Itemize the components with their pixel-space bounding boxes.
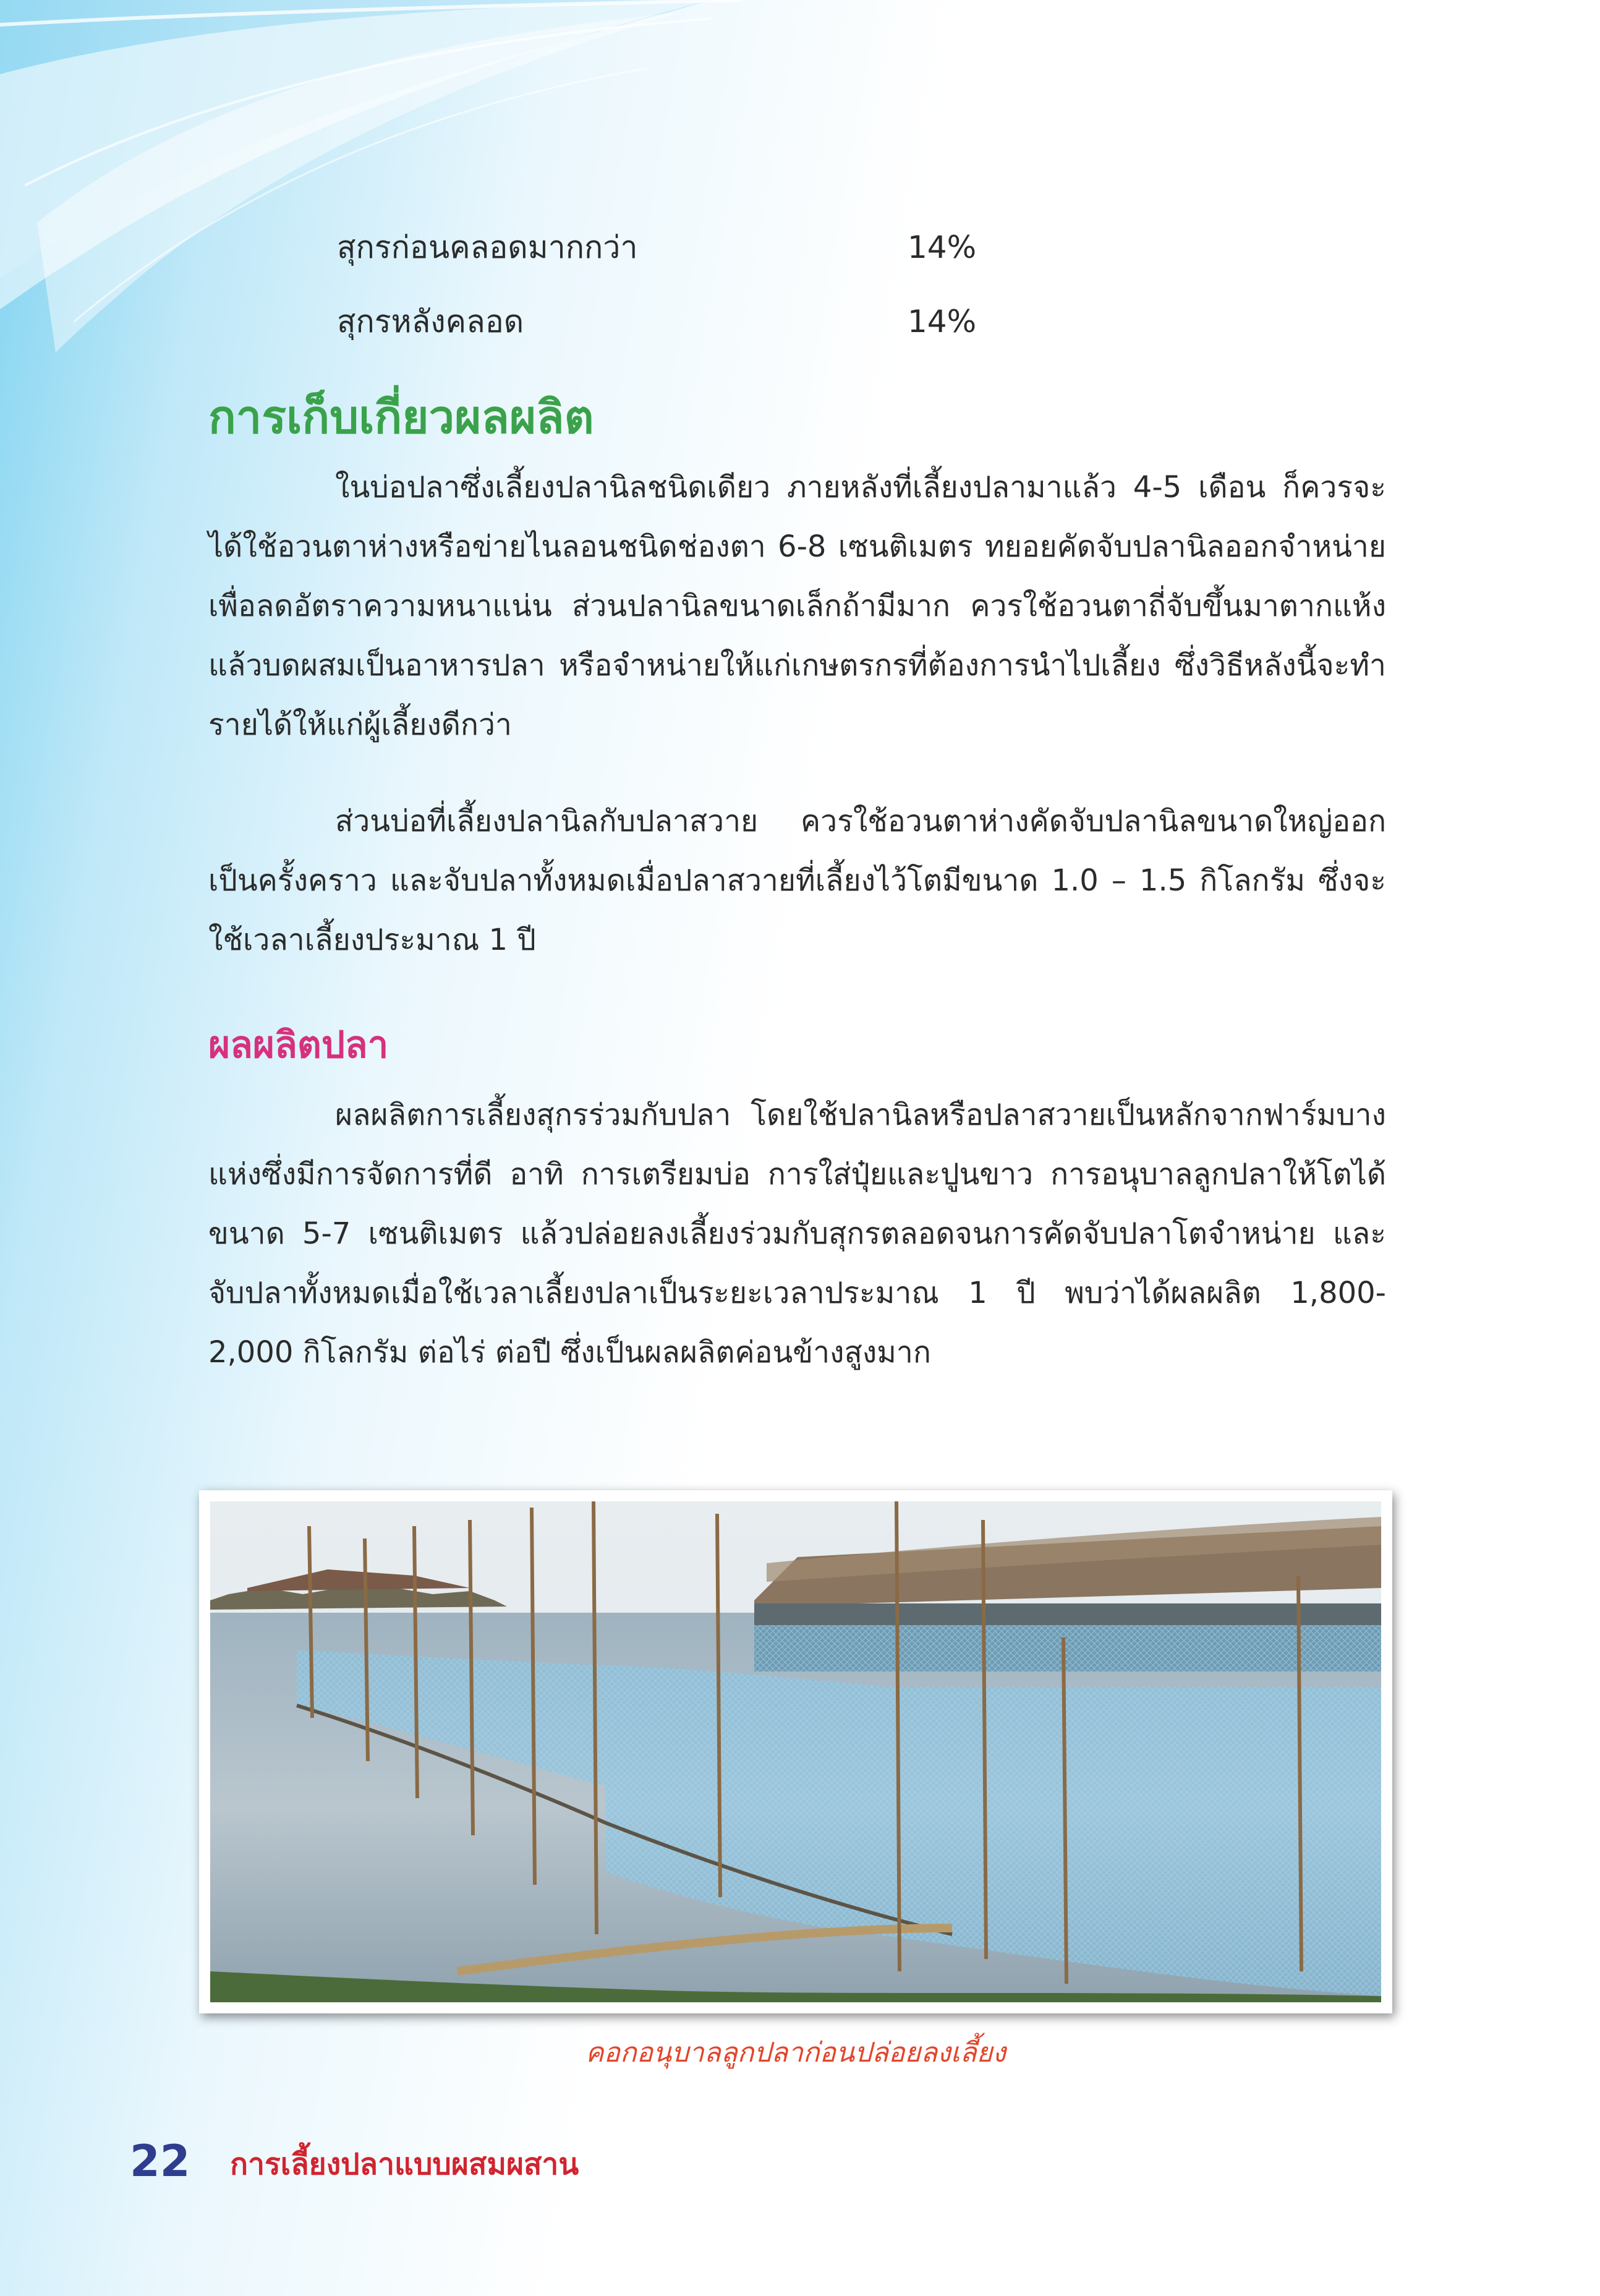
paragraph-yield-1: ผลผลิตการเลี้ยงสุกรร่วมกับปลา โดยใช้ปลานิลหรือปลาสวายเป็นหลักจากฟาร์มบางแห่งซึ่งมีการจัดการที่ดี อาทิ การเตรียมบ่อ การใส่ปุ๋ยและปูนขาว การอนุบาลลูกปลาให้โตได้ขนาด 5-7 เซนติเมตร แล้วปล่อยลงเลี้ยงร่วมกับสุกรตลอดจนการคัดจับปลาโตจำหน่าย และจับปลาทั้งหมดเมื่อใช้เวลาเลี้ยงปลาเป็นระยะเวลาประมาณ 1 ปี พบว่าได้ผลผลิต 1,800-2,000 กิโลกรัม ต่อไร่ ต่อปี ซึ่งเป็นผลผลิตค่อนข้างสูงมาก: [208, 1098, 1386, 1370]
section-heading-yield: ผลผลิตปลา: [208, 1023, 389, 1067]
paragraph-harvest-2: ส่วนบ่อที่เลี้ยงปลานิลกับปลาสวาย ควรใช้อวนตาห่างคัดจับปลานิลขนาดใหญ่ออกเป็นครั้งคราว และจับปลาทั้งหมดเมื่อปลาสวายที่เลี้ยงไว้โตมีขนาด 1.0 – 1.5 กิโลกรัม ซึ่งจะใช้เวลาเลี้ยงประมาณ 1 ปี: [208, 804, 1386, 957]
table-row-label: สุกรก่อนคลอดมากกว่า: [337, 229, 638, 265]
paragraph-harvest-1: ในบ่อปลาซึ่งเลี้ยงปลานิลชนิดเดียว ภายหลังที่เลี้ยงปลามาแล้ว 4-5 เดือน ก็ควรจะได้ใช้อวนตาห่างหรือข่ายไนลอนชนิดช่องตา 6-8 เซนติเมตร ทยอยคัดจับปลานิลออกจำหน่าย เพื่อลดอัตราความหนาแน่น ส่วนปลานิลขนาดเล็กถ้ามีมาก ควรใช้อวนตาถี่จับขึ้นมาตากแห้งแล้วบดผสมเป็นอาหารปลา หรือจำหน่ายให้แก่เกษตรกรที่ต้องการนำไปเลี้ยง ซึ่งวิธีหลังนี้จะทำรายได้ให้แก่ผู้เลี้ยงดีกว่า: [208, 470, 1386, 742]
pond-photo-frame: [199, 1490, 1392, 2013]
pond-photo: [210, 1501, 1381, 2002]
table-row-label: สุกรหลังคลอด: [337, 304, 524, 339]
footer-book-title: การเลี้ยงปลาแบบผสมผสาน: [230, 2147, 579, 2182]
table-row-value: 14%: [908, 229, 977, 265]
photo-caption: คอกอนุบาลลูกปลาก่อนปล่อยลงเลี้ยง: [585, 2037, 1006, 2068]
section-heading-harvest: การเก็บเกี่ยวผลผลิต: [208, 391, 594, 444]
table-row-value: 14%: [908, 304, 977, 339]
page-number: 22: [130, 2136, 190, 2187]
